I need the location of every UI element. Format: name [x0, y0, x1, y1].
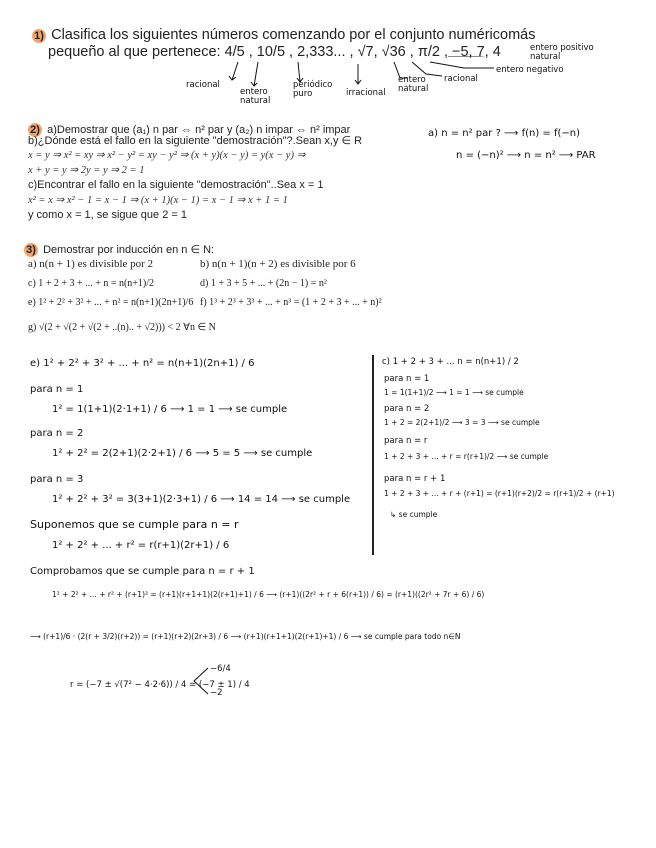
- hw-e-eq-4: 1² + 2² + ... + r² = r(r+1)(2r+1) / 6: [52, 540, 230, 551]
- label-entero-natural-2: entero natural: [398, 75, 429, 94]
- hw-c-eq-3: 1 + 2 + 3 + ... + r = r(r+1)/2 ⟶ se cumple: [384, 452, 549, 461]
- hw-e-eq-6: ⟶ (r+1)/6 · (2(r + 3/2)(r+2)) = (r+1)(r+2)(2r+3) / 6 ⟶ (r+1)(r+1+1)(2(r+1)+1) / 6 ⟶ se cumple para todo n∈N: [30, 632, 461, 641]
- hw-e-suponemos: Suponemos que se cumple para n = r: [30, 518, 239, 531]
- hw-e-comprobamos: Comprobamos que se cumple para n = r + 1: [30, 566, 255, 577]
- problem-1-line-2: pequeño al que pertenece: 4/5 , 10/5 , 2,333... , √7, √36 , π/2 , −5, 7, 4: [48, 44, 501, 60]
- hw-c-se-cumple: ↳ se cumple: [390, 510, 438, 519]
- problem-2-b-line-2: x + y = y ⇒ 2y = y ⇒ 2 = 1: [28, 165, 145, 176]
- label-irracional: irracional: [346, 88, 386, 98]
- hw-e-para-1: para n = 1: [30, 384, 84, 395]
- label-racional-2: racional: [444, 74, 478, 84]
- hw-c-eq-4: 1 + 2 + 3 + ... + r + (r+1) = (r+1)(r+2)/2 = r(r+1)/2 + (r+1): [384, 489, 615, 498]
- problem-2-c: c)Encontrar el fallo en la siguiente "demostración"..Sea x = 1: [28, 179, 324, 191]
- label-entero-negativo: entero negativo: [496, 65, 564, 75]
- problem-3-title: 3) Demostrar por inducción en n ∈ N:: [24, 238, 214, 257]
- hw-c-header: c) 1 + 2 + 3 + ... n = n(n+1) / 2: [382, 357, 519, 367]
- problem-2-c-line-1: x² = x ⇒ x² − 1 = x − 1 ⇒ (x + 1)(x − 1) = x − 1 ⇒ x + 1 = 1: [28, 195, 288, 206]
- hw-e-eq-2: 1² + 2² = 2(2+1)(2·2+1) / 6 ⟶ 5 = 5 ⟶ se cumple: [52, 448, 313, 459]
- root-brace: [190, 666, 210, 696]
- hw-e-para-3: para n = 3: [30, 474, 84, 485]
- hw-e-eq-7: r = (−7 ± √(7² − 4·2·6)) / 4 = (−7 ± 1) / 4: [70, 680, 250, 690]
- problem-1-line-1: Clasifica los siguientes números comenzando por el conjunto numéricomás: [51, 27, 536, 43]
- label-entero-natural: entero natural: [240, 87, 271, 106]
- column-divider: [372, 355, 374, 555]
- hw-e-root-2: −2: [210, 688, 223, 698]
- hw-e-eq-5: 1² + 2² + ... + r² + (r+1)² = (r+1)(r+1+1)(2(r+1)+1) / 6 ⟶ (r+1)((2r² + r + 6(r+1)) / 6) = (r+1)((2r² + 7r + 6) / 6): [52, 590, 485, 599]
- problem-3-b: b) n(n + 1)(n + 2) es divisible por 6: [200, 258, 356, 270]
- hw-c-eq-2: 1 + 2 = 2(2+1)/2 ⟶ 3 = 3 ⟶ se cumple: [384, 418, 540, 427]
- hw-e-para-2: para n = 2: [30, 428, 84, 439]
- problem-3-a: a) n(n + 1) es divisible por 2: [28, 258, 154, 270]
- problem-3-e: e) 1² + 2² + 3² + ... + n² = n(n+1)(2n+1)/6: [28, 297, 194, 308]
- hw-e-header: e) 1² + 2² + 3² + ... + n² = n(n+1)(2n+1) / 6: [30, 358, 255, 369]
- problem-2-b: b)¿Dónde está el fallo en la siguiente "demostración"?.Sean x,y ∈ R: [28, 135, 363, 147]
- problem-1-badge: 1): [32, 29, 46, 43]
- hw-e-eq-1: 1² = 1(1+1)(2·1+1) / 6 ⟶ 1 = 1 ⟶ se cumple: [52, 404, 288, 415]
- problem-2-badge: 2): [28, 123, 42, 137]
- classification-arrows: [180, 56, 540, 90]
- hw-2a-line-1: a) n = n² par ? ⟶ f(n) = f(−n): [428, 128, 581, 139]
- problem-2-a: 2) a)Demostrar que (a₁) n par ⇔ n² par y (a₂) n impar ⇔ n² impar: [28, 118, 350, 137]
- label-entero-positivo: entero positivo natural: [530, 43, 594, 62]
- hw-c-para-3: para n = r: [384, 436, 428, 446]
- problem-1-heading: [32, 24, 535, 43]
- problem-2-c-line-2: y como x = 1, se sigue que 2 = 1: [28, 209, 187, 221]
- hw-e-eq-3: 1² + 2² + 3² = 3(3+1)(2·3+1) / 6 ⟶ 14 = 14 ⟶ se cumple: [52, 494, 351, 505]
- hw-e-root-1: −6/4: [210, 664, 231, 674]
- problem-2-b-line-1: x = y ⇒ x² = xy ⇒ x² − y² = xy − y² ⇒ (x + y)(x − y) = y(x − y) ⇒: [28, 150, 306, 161]
- problem-3-d: d) 1 + 3 + 5 + ... + (2n − 1) = n²: [200, 278, 327, 289]
- hw-2a-line-2: n = (−n)² ⟶ n = n² ⟶ PAR: [456, 150, 596, 161]
- problem-3-g: g) √(2 + √(2 + √(2 + ..(n).. + √2))) < 2 ∀n ∈ N: [28, 322, 216, 333]
- hw-c-para-4: para n = r + 1: [384, 474, 446, 484]
- problem-3-badge: 3): [24, 243, 38, 257]
- label-periodico-puro: periódico puro: [293, 80, 333, 99]
- problem-3-f: f) 1³ + 2³ + 3³ + ... + n³ = (1 + 2 + 3 + ... + n)²: [200, 297, 382, 308]
- problem-3-c: c) 1 + 2 + 3 + ... + n = n(n+1)/2: [28, 278, 155, 289]
- label-racional: racional: [186, 80, 220, 90]
- hw-c-eq-1: 1 = 1(1+1)/2 ⟶ 1 = 1 ⟶ se cumple: [384, 388, 524, 397]
- hw-c-para-1: para n = 1: [384, 374, 430, 384]
- hw-c-para-2: para n = 2: [384, 404, 430, 414]
